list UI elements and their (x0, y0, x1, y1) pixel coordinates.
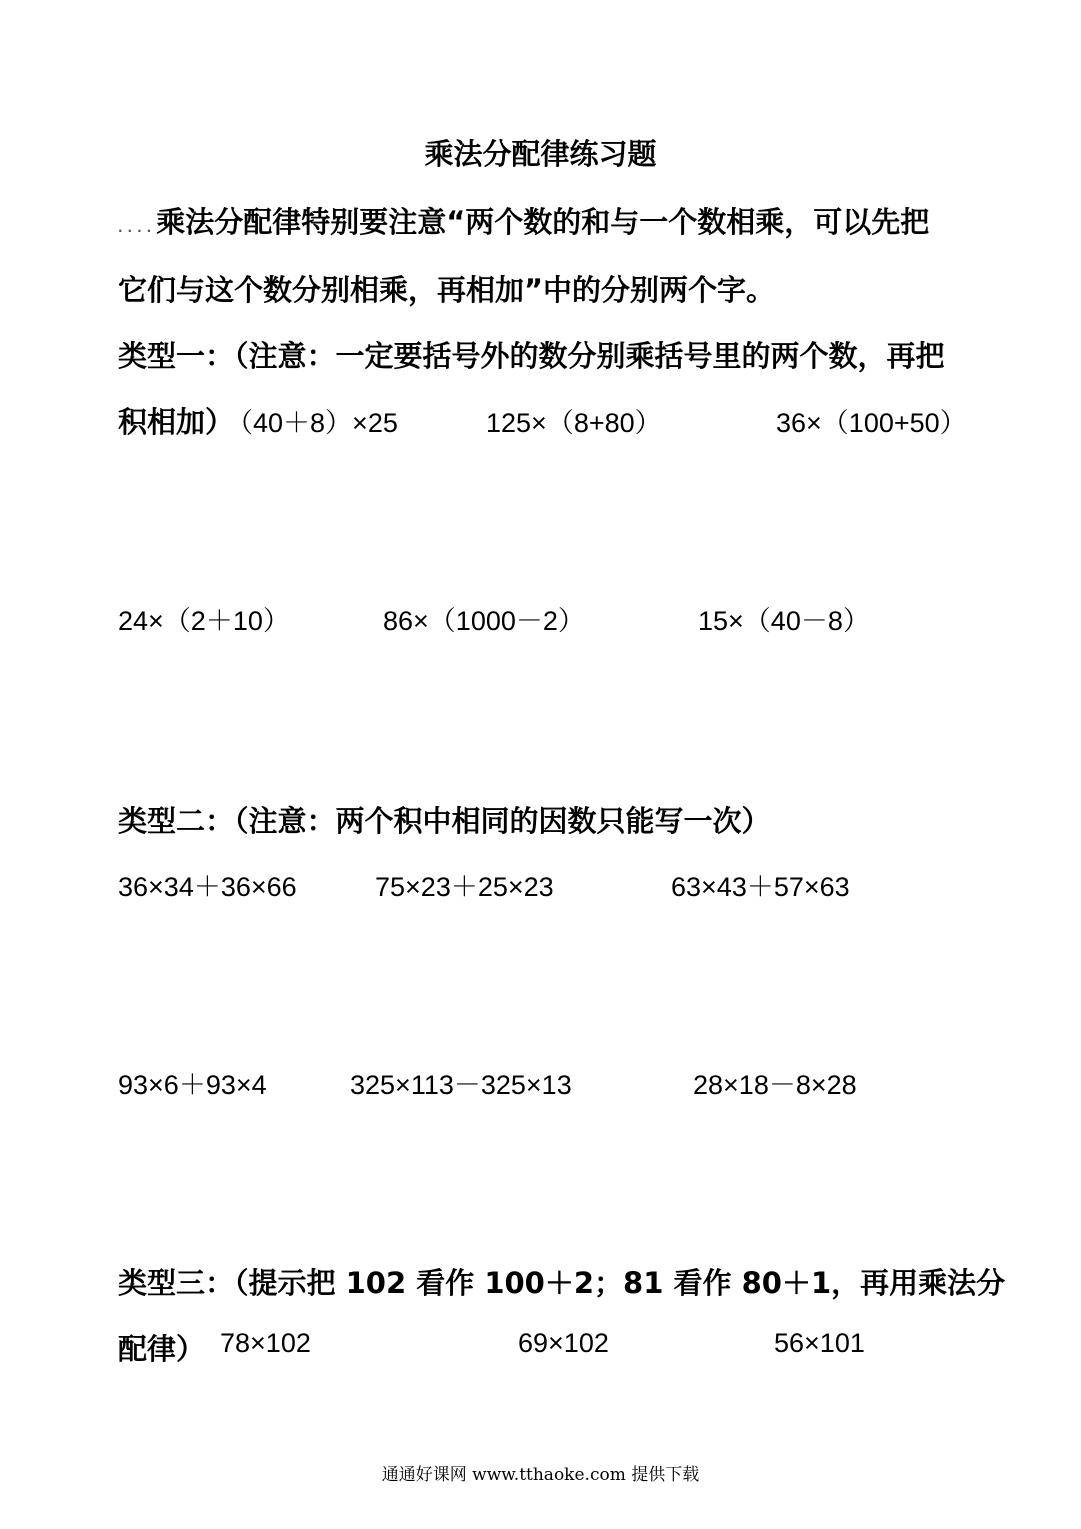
type1-lead: 积相加） (118, 405, 235, 439)
type2-problem-5: 325×113－325×13 (350, 1070, 572, 1100)
type3-problem-2: 69×102 (518, 1328, 609, 1358)
intro-line-2: 它们与这个数分别相乘，再相加”中的分别两个字。 (118, 273, 776, 307)
type2-problem-3: 63×43＋57×63 (671, 872, 850, 902)
footer-credit: 通通好课网 www.tthaoke.com 提供下载 (381, 1465, 700, 1485)
type1-problem-1: （40＋8）×25 (226, 408, 398, 438)
page-title: 乘法分配律练习题 (424, 137, 657, 171)
type1-heading: 类型一：（注意：一定要括号外的数分别乘括号里的两个数，再把 (118, 339, 945, 373)
type2-problem-6: 28×18－8×28 (693, 1070, 857, 1100)
type2-problem-4: 93×6＋93×4 (118, 1070, 267, 1100)
type1-problem-2: 125×（8+80） (486, 408, 662, 438)
type1-problem-6: 15×（40－8） (698, 606, 870, 636)
type3-lead: 配律） (118, 1332, 206, 1366)
intro-line-1 (118, 200, 929, 241)
intro-line-1-text: 乘法分配律特别要注意“两个数的和与一个数相乘，可以先把 (156, 205, 930, 239)
type2-problem-2: 75×23＋25×23 (375, 872, 554, 902)
type3-heading: 类型三：（提示把 102 看作 100＋2；81 看作 80＋1，再用乘法分 (118, 1266, 1006, 1300)
type3-problem-3: 56×101 (774, 1328, 865, 1358)
type2-heading: 类型二：（注意：两个积中相同的因数只能写一次） (118, 804, 771, 838)
type2-problem-1: 36×34＋36×66 (118, 872, 297, 902)
type3-problem-1: 78×102 (220, 1328, 311, 1358)
intro-dots: .... (118, 221, 157, 235)
type1-problem-3: 36×（100+50） (776, 408, 967, 438)
type1-problem-5: 86×（1000－2） (383, 606, 585, 636)
type1-problem-4: 24×（2＋10） (118, 606, 290, 636)
